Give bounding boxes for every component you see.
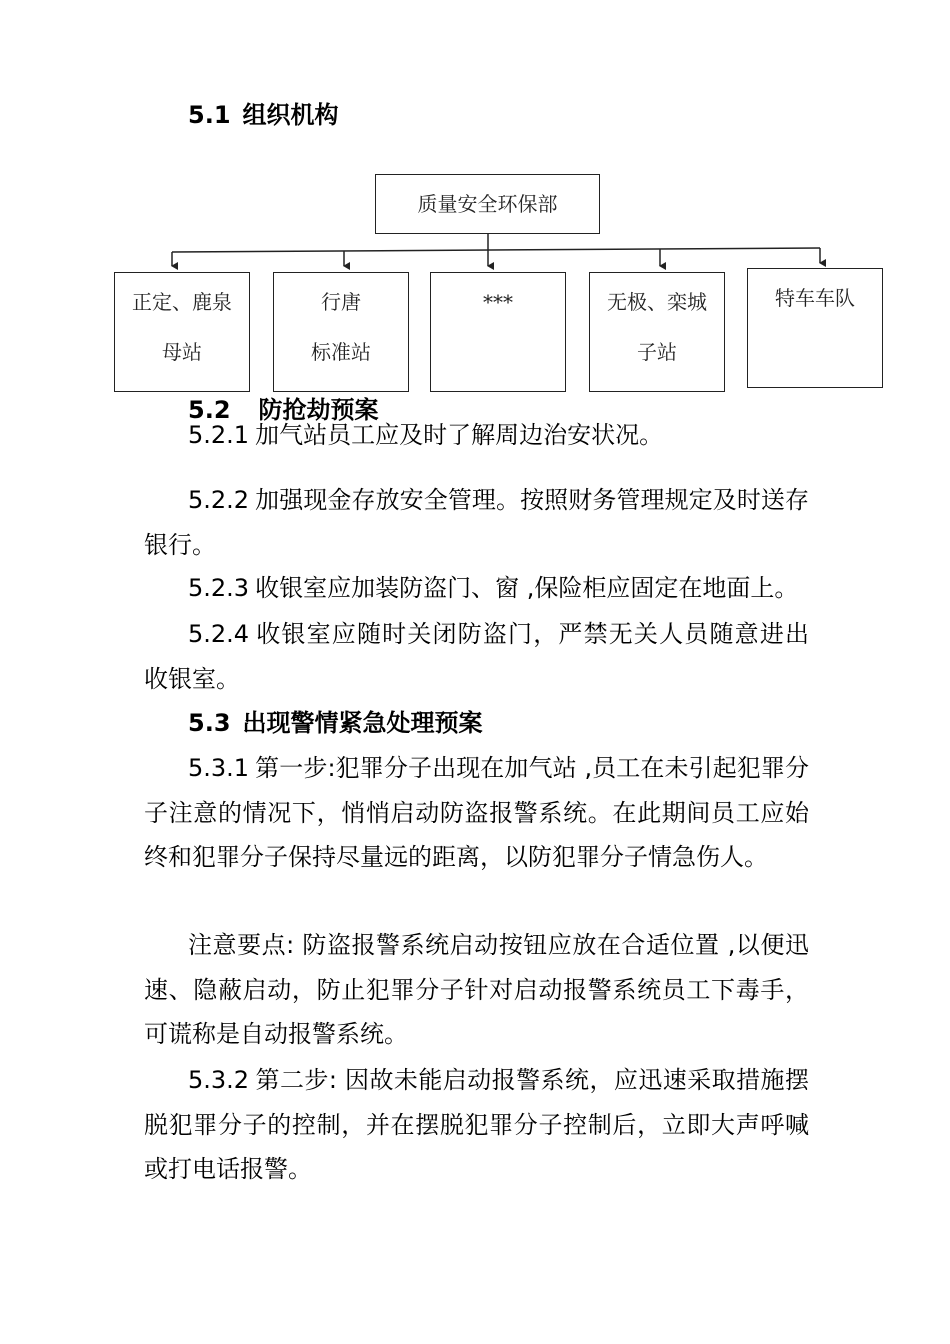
paragraph-text: 加气站员工应及时了解周边治安状况。 [255, 421, 664, 449]
paragraph-5-3-1 [144, 746, 809, 880]
paragraph-number: 5.2.4 [188, 620, 250, 648]
org-box-top [375, 174, 600, 234]
paragraph-5-2-4 [144, 612, 809, 701]
org-box-2-line1: 行唐 [321, 290, 361, 314]
org-box-5 [747, 268, 883, 388]
paragraph-number: 5.2.2 [188, 486, 250, 514]
paragraph-text: 第二步: 因故未能启动报警系统，应迅速采取措施摆脱犯罪分子的控制，并在摆脱犯罪分子控制后，立即大声呼喊或打电话报警。 [144, 1066, 809, 1183]
org-box-1-line2: 母站 [162, 340, 202, 364]
paragraph-text: 收银室应加装防盗门、窗 ,保险柜应固定在地面上。 [255, 574, 799, 602]
paragraph-text: 收银室应随时关闭防盗门，严禁无关人员随意进出 收银室。 [144, 620, 809, 693]
org-box-3 [430, 272, 566, 392]
heading-number: 5.1 [188, 101, 231, 129]
paragraph-text: 第一步:犯罪分子出现在加气站 ,员工在未引起犯罪分子注意的情况下，悄悄启动防盗报警系统。在此期间员工应始终和犯罪分子保持尽量远的距离，以防犯罪分子情急伤人。 [144, 754, 809, 871]
org-box-3-line1: *** [483, 290, 513, 314]
org-box-2 [273, 272, 409, 392]
org-box-1-line1: 正定、鹿泉 [132, 290, 232, 314]
org-box-top-label: 质量安全环保部 [417, 192, 558, 216]
org-box-1 [114, 272, 250, 392]
paragraph-note [144, 923, 809, 1057]
paragraph-5-2-2 [144, 478, 809, 567]
paragraph-text: 加强现金存放安全管理。按照财务管理规定及时送存银行。 [144, 486, 809, 559]
heading-number: 5.2 [188, 396, 231, 424]
heading-5-3 [188, 708, 483, 738]
paragraph-5-2-1 [144, 413, 809, 458]
heading-title: 组织机构 [242, 101, 339, 129]
heading-title: 出现警情紧急处理预案 [242, 709, 483, 737]
org-box-5-line1: 特车车队 [775, 286, 855, 310]
org-box-4-line1: 无极、栾城 [607, 290, 707, 314]
org-box-2-line2: 标准站 [311, 340, 371, 364]
connector-bus [172, 248, 820, 252]
heading-title: 防抢劫预案 [258, 396, 379, 424]
org-box-4-line2: 子站 [637, 340, 677, 364]
paragraph-number: 5.2.3 [188, 574, 250, 602]
paragraph-number: 5.3.1 [188, 754, 250, 782]
paragraph-number: 5.3.2 [188, 1066, 250, 1094]
paragraph-5-3-2 [144, 1058, 809, 1192]
paragraph-number: 5.2.1 [188, 421, 250, 449]
org-box-4 [589, 272, 725, 392]
heading-number: 5.3 [188, 709, 231, 737]
paragraph-text: 注意要点: 防盗报警系统启动按钮应放在合适位置 ,以便迅速、隐蔽启动，防止犯罪分子针对启动报警系统员工下毒手，可谎称是自动报警系统。 [144, 931, 809, 1048]
paragraph-5-2-3 [144, 566, 809, 611]
